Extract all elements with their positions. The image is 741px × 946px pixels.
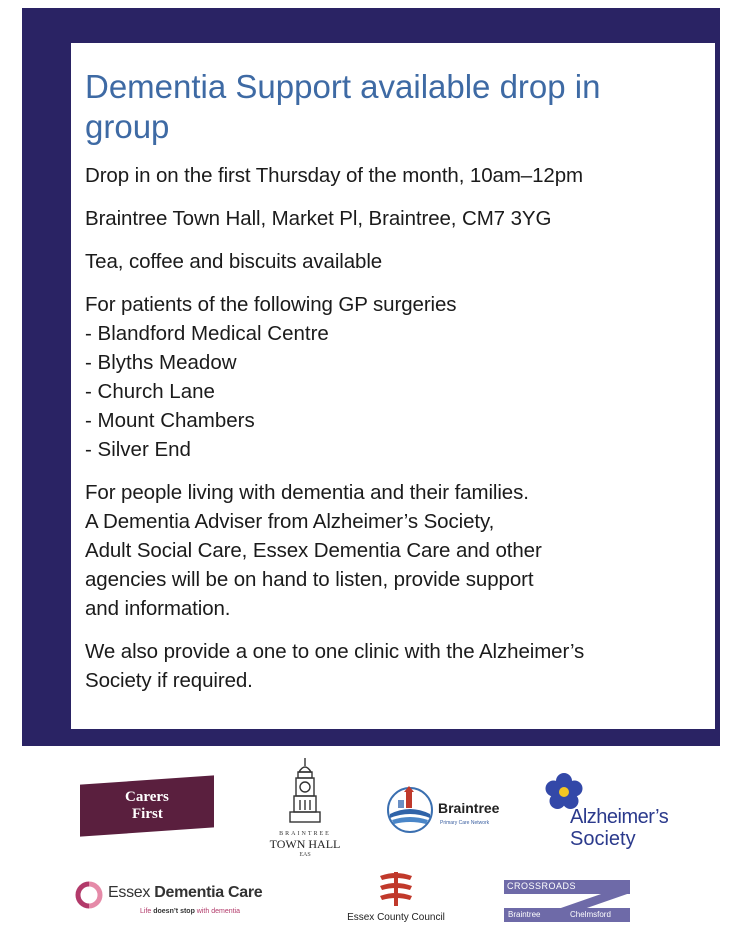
essex-seaxes-icon: [376, 870, 416, 910]
crossroads-diagonal-icon: [504, 893, 630, 909]
alzheimers-line2: Society: [570, 828, 636, 850]
braintree-pcn-logo: [384, 780, 514, 836]
carers-first-logo: [80, 775, 214, 836]
description-line: A Dementia Adviser from Alzheimer’s Society,: [85, 510, 495, 533]
list-item: - Mount Chambers: [85, 409, 255, 432]
alzheimers-society-logo: [544, 772, 694, 856]
list-item: - Church Lane: [85, 380, 215, 403]
town-hall-tower-icon: [285, 758, 325, 824]
poster-frame: [22, 8, 720, 746]
description-line: and information.: [85, 597, 231, 620]
poster-title: Dementia Support available drop in group: [85, 68, 601, 145]
crossroads-top-bar: [504, 880, 630, 894]
town-hall-small-text: BRAINTREE: [279, 831, 331, 837]
town-hall-big-text: TOWN HALL: [269, 837, 341, 851]
clinic-line: We also provide a one to one clinic with the Alzheimer’s: [85, 640, 585, 663]
venue-text: Braintree Town Hall, Market Pl, Braintree, CM7 3YG: [85, 207, 552, 230]
list-item: - Silver End: [85, 438, 191, 461]
surgeries-list: [85, 319, 701, 464]
list-item: - Blandford Medical Centre: [85, 322, 329, 345]
carers-first-line1: Carers: [125, 789, 169, 805]
braintree-pcn-name: Braintree: [438, 800, 500, 816]
description-block: [85, 478, 701, 623]
schedule-text: Drop in on the first Thursday of the month, 10am–12pm: [85, 164, 583, 187]
essex-county-council-logo: [336, 870, 456, 930]
braintree-landscape-icon: [384, 784, 436, 836]
alzheimers-line1: Alzheimer’s: [570, 806, 669, 828]
crossroads-title: CROSSROADS: [507, 881, 577, 891]
clinic-block: [85, 637, 701, 695]
essex-dementia-care-tagline: Life doesn’t stop with dementia: [140, 908, 240, 915]
list-item: - Blyths Meadow: [85, 351, 237, 374]
partner-logos: [0, 750, 741, 946]
town-hall-logo: [262, 758, 348, 870]
essex-dementia-care-logo: [74, 880, 294, 924]
essex-county-council-name: Essex County Council: [347, 912, 445, 923]
town-hall-tiny-text: EAS: [299, 852, 311, 858]
crossroads-logo: [504, 880, 634, 924]
essex-dementia-care-heart-icon: [74, 880, 104, 910]
crossroads-left-text: Braintree: [508, 910, 541, 919]
description-line: For people living with dementia and their families.: [85, 481, 529, 504]
crossroads-right-text: Chelmsford: [570, 910, 611, 919]
refreshments-text: Tea, coffee and biscuits available: [85, 250, 383, 273]
surgeries-heading: For patients of the following GP surgeries: [85, 293, 457, 316]
poster-panel: [71, 43, 715, 729]
carers-first-line2: First: [131, 806, 163, 823]
essex-dementia-care-name: Essex Dementia Care: [108, 884, 263, 901]
description-line: Adult Social Care, Essex Dementia Care and other: [85, 539, 542, 562]
braintree-pcn-sub: Primary Care Network: [440, 820, 490, 826]
clinic-line: Society if required.: [85, 669, 253, 692]
description-line: agencies will be on hand to listen, provide support: [85, 568, 534, 591]
crossroads-bottom-bar: [504, 908, 630, 922]
